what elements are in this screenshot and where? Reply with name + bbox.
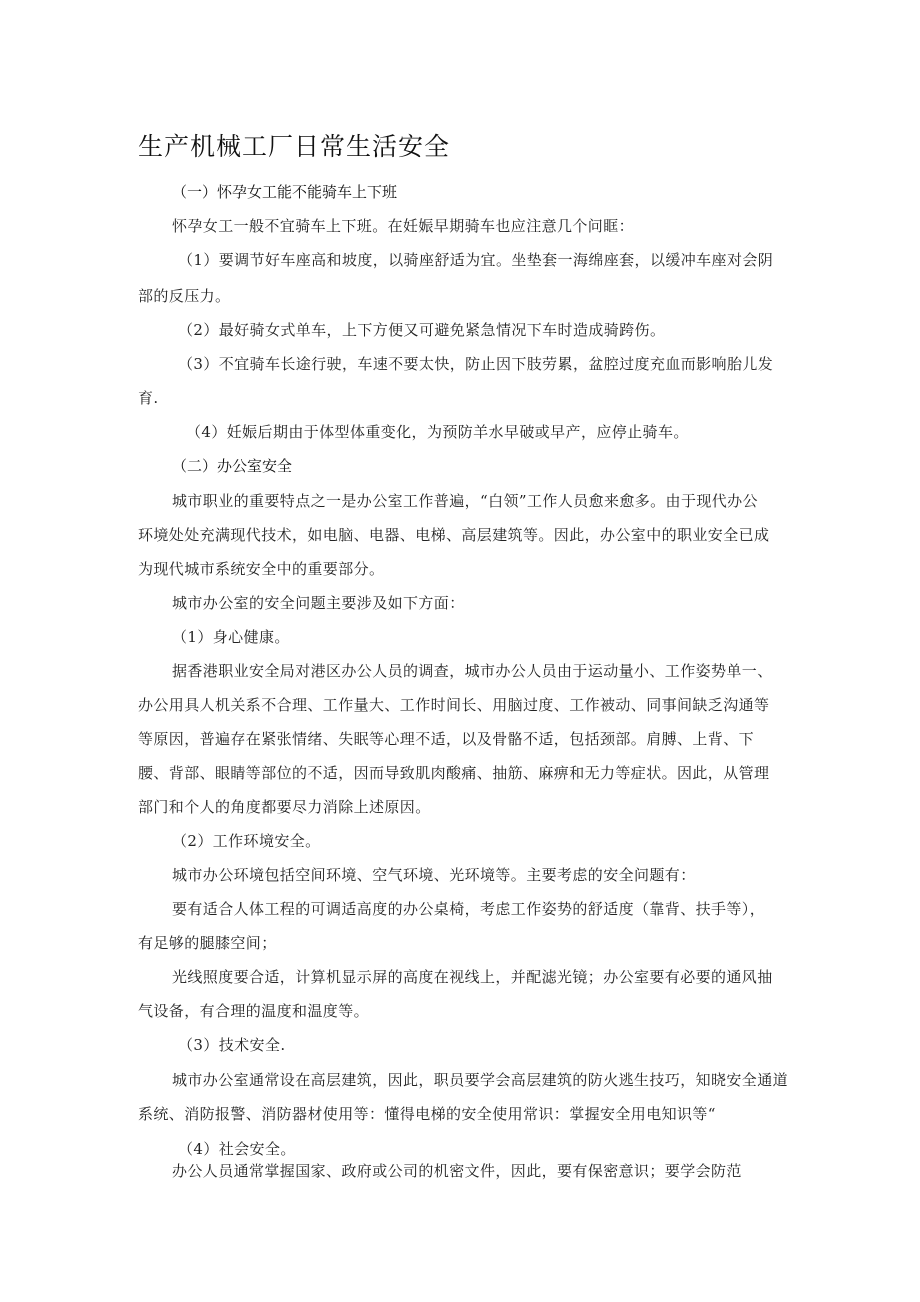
- paragraph-line: 为现代城市系统安全中的重要部分。: [138, 560, 385, 578]
- page-title: 生产机械工厂日常生活安全: [138, 132, 451, 161]
- paragraph-line: 有足够的腿膝空间；: [138, 934, 277, 952]
- paragraph-line: 等原因，普遍存在紧张情绪、失眠等心理不适，以及骨骼不适，包括颈部。肩膊、上背、下: [138, 730, 755, 748]
- paragraph-line: 环境处处充满现代技术，如电脑、电器、电梯、高层建筑等。因此，办公室中的职业安全已成: [138, 526, 770, 544]
- paragraph-line: （4）妊娠后期由于体型体重变化，为预防羊水早破或早产，应停止骑车。: [186, 423, 689, 441]
- paragraph-line: 育.: [138, 389, 159, 407]
- paragraph-line: （2）工作环境安全。: [172, 832, 321, 850]
- paragraph-line: 要有适合人体工程的可调适高度的办公桌椅，考虑工作姿势的舒适度（靠背、扶手等），: [172, 900, 766, 918]
- paragraph-line: 部门和个人的角度都要尽力消除上述原因。: [138, 798, 431, 816]
- paragraph-line: 气设备，有合理的温度和温度等。: [138, 1002, 370, 1020]
- paragraph-line: （3）不宜骑车长途行驶，车速不要太快，防止因下肢劳累，盆腔过度充血而影响胎儿发: [178, 355, 774, 373]
- paragraph-line: 办公用具人机关系不合理、工作量大、工作时间长、用脑过度、工作被动、同事间缺乏沟通等: [138, 696, 770, 714]
- paragraph-line: 城市职业的重要特点之一是办公室工作普遍，“白领”工作人员愈来愈多。由于现代办公: [172, 492, 758, 510]
- paragraph-line: （2）最好骑女式单车，上下方便又可避免紧急情况下车时造成骑跨伤。: [178, 321, 666, 339]
- paragraph-line: 城市办公室的安全问题主要涉及如下方面：: [172, 594, 465, 612]
- paragraph-line: （3）技术安全.: [178, 1036, 286, 1054]
- section-heading-pregnant-cycling: （一）怀孕女工能不能骑车上下班: [172, 183, 398, 201]
- paragraph-line: 腰、背部、眼睛等部位的不适，因而导致肌肉酸痛、抽筋、麻痹和无力等症状。因此，从管理: [138, 764, 770, 782]
- paragraph-line: （1）身心健康。: [172, 628, 290, 646]
- paragraph-line: 据香港职业安全局对港区办公人员的调查，城市办公人员由于运动量小、工作姿势单一、: [172, 662, 773, 680]
- paragraph-line: 部的反压力。: [138, 287, 231, 305]
- paragraph-line: 办公人员通常掌握国家、政府或公司的机密文件，因此，要有保密意识；要学会防范: [172, 1162, 742, 1180]
- paragraph-line: （1）要调节好车座高和坡度，以骑座舒适为宜。坐垫套一海绵座套，以缓冲车座对会阴: [178, 251, 774, 269]
- paragraph-line: 城市办公室通常设在高层建筑，因此，职员要学会高层建筑的防火逃生技巧，知晓安全通道: [172, 1071, 789, 1089]
- paragraph-line: 城市办公环境包括空间环境、空气环境、光环境等。主要考虑的安全问题有：: [172, 866, 696, 884]
- paragraph-line: 光线照度要合适，计算机显示屏的高度在视线上，并配滤光镜；办公室要有必要的通风抽: [172, 968, 773, 986]
- paragraph-line: 怀孕女工一般不宜骑车上下班。在妊娠早期骑车也应注意几个问眶：: [172, 217, 635, 235]
- section-heading-office-safety: （二）办公室安全: [172, 457, 293, 475]
- paragraph-line: 系统、消防报警、消防器材使用等：懂得电梯的安全使用常识：掌握安全用电知识等“: [138, 1105, 716, 1123]
- paragraph-line: （4）社会安全。: [178, 1140, 296, 1158]
